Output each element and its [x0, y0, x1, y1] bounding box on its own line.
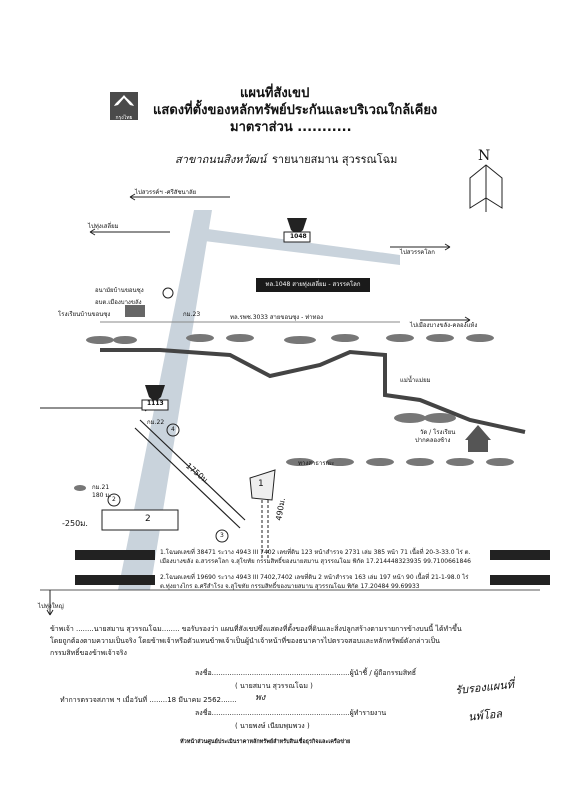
label-490m: 490ม. — [274, 497, 288, 522]
label-to-thung-yai: ไปทุ่งใหญ่ — [38, 603, 64, 610]
signature-line-reporter: ลงชื่อ..............................................................ผู้ทำรายงาน — [195, 709, 387, 717]
declaration-line-3: กรรมสิทธิ์ของข้าพเจ้าจริง — [50, 649, 127, 657]
footer-title: หัวหน้าส่วนศูนย์ประเมินราคาหลักทรัพย์สำหรับสินเชื่อธุรกิจและเครือข่าย — [180, 739, 351, 745]
handwritten-signature: นพ์โอล — [467, 707, 503, 724]
declaration-line-2: โดยถูกต้องตามความเป็นจริง โดยข้าพเจ้าหรือตัวแทนข้าพเจ้าเป็นผู้นำเจ้าหน้าที่ของธนาคารไปตรวจสอบและหลักทรัพย์ดังกล่าวเป็น — [50, 637, 440, 645]
deed-2-line-a: 2.โฉนดเลขที่ 19690 ระวาง 4943 III 7402,7402 เลขที่ดิน 2 หน้าสำรวจ 163 เล่ม 197 หน้า 90 เนื้อที่ 21-1-98.0 ไร่ — [160, 574, 469, 581]
label-hwy-1048: 1048 — [290, 233, 307, 240]
logo-text: กรุงไทย — [115, 115, 133, 121]
map-subtitle: แสดงที่ตั้งของหลักทรัพย์ประกันและบริเวณใกล้เคียง — [153, 103, 438, 118]
declaration-line-1: ข้าพเจ้า ........นายสมาน สุวรรณโฉม........ ขอรับรองว่า แผนที่สังเขปซึ่งแสดงที่ตั้งของที่ดินและสิ่งปลูกสร้างตามรายการข้างบนนี้ ได้ทำขึ้น — [50, 625, 462, 633]
deed-marker-1 — [75, 550, 155, 560]
branch-name: สาขาถนนสิงหวัฒน์ — [175, 153, 267, 166]
label-km22: กม.22 — [147, 419, 165, 426]
owner-heading: รายนายสมาน สุวรรณโฉม — [272, 153, 398, 166]
label-temple2: ปากคลองช้าง — [415, 437, 451, 444]
label-yom-river: แม่น้ำแม่ยม — [400, 377, 431, 384]
scale-label: มาตราส่วน ........... — [230, 120, 352, 135]
label-km21: กม.21 — [92, 484, 110, 491]
circle-3-label: 3 — [220, 532, 224, 539]
north-arrow-icon — [470, 165, 502, 212]
label-health-center: อนามัยบ้านขอนซุง — [95, 287, 144, 294]
deed-1-line-b: เมืองบางขลัง อ.สวรรคโลก จ.สุโขทัย กรรมสิทธิ์ของนายสมาน สุวรรณโฉม พิกัด 17.214448323935 99.7100661846 — [160, 558, 471, 565]
label-sao-office: อบต.เมืองบางขลัง — [95, 299, 142, 306]
deed-2-line-b: ต.ทุ่งยางไกร อ.ศรีสำโรง จ.สุโขทัย กรรมสิทธิ์ของนายสมาน สุวรรณโฉม พิกัด 17.20484 99.69933 — [160, 583, 420, 590]
map-title: แผนที่สังเขป — [240, 86, 310, 101]
label-180m: 180 ม. — [92, 492, 112, 499]
temple-icon — [465, 425, 491, 452]
label-to-sawankhalok: ไปสวรรคโลก — [400, 249, 435, 256]
label-to-thung-saliam: ไปทุ่งเสลี่ยม — [88, 223, 119, 230]
road-label-box: ทล.1048 สายทุ่งเสลี่ยม - สวรรคโลก — [256, 278, 370, 292]
deed-marker-2 — [75, 575, 155, 585]
plot-2 — [102, 510, 178, 530]
handwritten-certify: รับรองแผนที่ — [454, 677, 515, 698]
health-center-icon — [163, 288, 173, 298]
owner-name: ( นายสมาน สุวรรณโฉม ) — [235, 682, 313, 690]
deed-1-line-a: 1.โฉนดเลขที่ 38471 ระวาง 4943 III 7402 เลขที่ดิน 123 หน้าสำรวจ 2731 เล่ม 385 หน้า 71 เนื้อที่ 20-3-33.0 ไร่ ต. — [160, 549, 471, 556]
plot-2-label: 2 — [145, 514, 151, 524]
label-hwy-1113: 1113 — [147, 400, 164, 407]
officer-name: ( นายพงษ์ เนียมพุมพวง ) — [235, 722, 310, 730]
circle-2-label: 2 — [112, 496, 116, 503]
label-km23: กม.23 — [183, 311, 201, 318]
label-temple: วัด / โรงเรียน — [420, 429, 456, 436]
plot-1-label: 1 — [258, 479, 264, 489]
signature-line-owner: ลงชื่อ..............................................................ผู้นำชี้ / ผู้ถือกรรมสิทธิ์ — [195, 669, 417, 677]
label-1750m: 1750ม. — [183, 461, 212, 487]
inspection-date: ทำการตรวจสภาพ ฯ เมื่อวันที่ ........18 มีนาคม 2562....... — [60, 696, 237, 704]
label-to-sri-satchanalai: ไปสวรรค์ฯ -ศรีสัชนาลัย — [135, 189, 197, 196]
label-road-3033: ทล.รพช.3033 สายขอนซุง - ท่าทอง — [230, 314, 324, 321]
north-label: N — [478, 148, 491, 164]
school-building — [125, 305, 145, 317]
label-250m: -250ม. — [62, 519, 88, 528]
label-power-line: ทางสาธารณะ — [298, 460, 335, 467]
label-school: โรงเรียนบ้านขอนซุง — [58, 311, 111, 318]
circle-4-label: 4 — [171, 426, 175, 433]
handwritten-initial: พง — [255, 693, 266, 703]
label-to-mueang-bang-khlang: ไปเมืองบางขลัง-คลองแห้ง — [410, 322, 478, 329]
